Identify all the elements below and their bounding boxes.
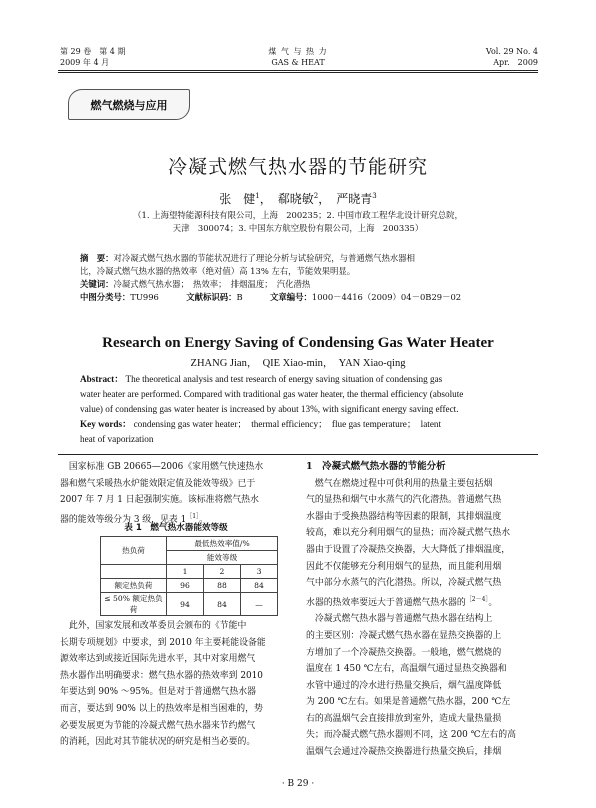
page-number: · B 29 ·: [281, 779, 315, 789]
header-volume: 第 29 卷 第 4 期: [60, 47, 126, 56]
table-header-group: 最低热效率值/%: [167, 537, 278, 551]
table-row: 额定热负荷 96 88 84: [101, 579, 278, 593]
classification-label: 中图分类号：: [80, 292, 131, 302]
affiliation-line: 天津 300074；3. 中国东方航空股份有限公司，上海 200335）: [172, 223, 424, 233]
abstract-cn: 摘 要：对冷凝式燃气热水器的节能状况进行了理论分析与试验研究，与普通燃气热水器相 比，冷凝式燃气热水器的热效率（绝对值）高 13% 左右，节能效果明显。 关键词：冷凝式燃气热水器； 热效率； 排烟温度； 汽化潜热 中图分类号：TU996 文献标识码：B 文章编号：1000－4416（2009）04－0B29－02: [80, 253, 462, 302]
keywords: 冷凝式燃气热水器； 热效率； 排烟温度； 汽化潜热: [113, 279, 311, 289]
affiliation-line: （1. 上海望特能源科技有限公司，上海 200235；2. 中国市政工程华北设计研究总院，: [133, 210, 463, 220]
author-list: 张 健$^1$， 郗晓敏$^2$， 严晓青$^3$: [219, 192, 377, 206]
table-level: 1: [167, 565, 204, 579]
article-number-value: 1000－4416（2009）04－0B29－02: [311, 292, 462, 302]
table-level: 3: [240, 565, 277, 579]
column-banner: [68, 89, 190, 120]
keywords-label: 关键词：: [80, 279, 114, 289]
efficiency-table: [100, 536, 278, 616]
citation-ref: ［1］: [186, 512, 200, 520]
author-1: 张 健: [219, 192, 256, 206]
article-title-en: Research on Energy Saving of Condensing Gas Water Heater: [102, 335, 494, 351]
journal-name-cn: 煤 气 与 热 力: [268, 47, 328, 56]
header-date: 2009 年 4 月: [60, 58, 110, 67]
citation-ref: ［2－4］: [465, 595, 489, 603]
table-row: ≤ 50% 额定热负荷 94 84 —: [101, 593, 278, 616]
section-heading: 1 冷凝式燃气热水器的节能分析: [306, 461, 446, 472]
abstract-en: Abstract： The theoretical analysis and test research of energy saving situation of condensing gas water heater are performed. Compared with traditional gas water heater, the thermal efficiency (absolute value) of condensing gas water heater is increased by about 13%, with significant energy saving effect. Key words： condensing gas water heater； thermal efficiency； flue gas temperature； latent heat of vaporization: [80, 374, 464, 444]
header-rule: [58, 70, 538, 71]
author-2: 郗晓敏: [277, 192, 314, 206]
abstract-en-label: Abstract：: [80, 374, 124, 384]
table-header-sub: 能效等级: [167, 551, 278, 565]
article-title: 冷凝式燃气热水器的节能研究: [167, 156, 428, 178]
header-volume-en: Vol. 29 No. 4: [485, 47, 538, 56]
body-right: 1 冷凝式燃气热水器的节能分析 燃气在燃烧过程中可供利用的热量主要包括烟 气的显热和烟气中水蒸气的汽化潜热。普通燃气热 水器由于受换热器结构等因素的限制，其排烟温度 较高，难以充分利用烟气的显热；而冷凝式燃气热水 器由于设置了冷凝热交换器，大大降低了排烟温度， 因此不仅能够充分利用烟气的显热，而且能利用烟 气中部分水蒸气的汽化潜热。所以，冷凝式燃气热 水器的热效率要远大于普通燃气热水器的$^{[2-4]}$。 冷凝式燃气热水器与普通燃气热水器在结构上 的主要区别：冷凝式燃气热水器在显热交换器的上 方增加了一个冷凝热交换器。一般地，燃气燃烧的 温度在 1 450 ℃左右，高温烟气通过显热交换器和 水管中通过的冷水进行热量交换后，烟气温度降低 为 200 ℃左右。如果是普通燃气热水器，200 ℃左 右的高温烟气会直接排放到室外，造成大量热量损 失；而冷凝式燃气热水器则不同，这 200 ℃左右的高 温烟气会通过冷凝热交换器进行热量交换后，排烟: [306, 459, 538, 761]
header-rule-thin: [58, 72, 538, 73]
body-left-p1: 国家标准 GB 20665—2006《家用燃气快速热水 器和燃气采暖热水炉能效限定值及能效等级》已于 2007 年 7 月 1 日起强制实施。该标准将燃气热水 器的能效等级分为 3 级，见表 $1^{[1]}$。: [60, 462, 264, 525]
header-right: [486, 46, 538, 68]
author-list-en: ZHANG Jian， QIE Xiao-min， YAN Xiao-qing: [190, 358, 406, 369]
classification-value: TU996: [130, 292, 159, 302]
doc-code-label: 文献标识码：: [186, 292, 237, 302]
table-caption: 表 1 燃气热水器能效等级: [124, 523, 228, 533]
doc-code-value: B: [236, 292, 243, 302]
table-level: 2: [203, 565, 240, 579]
header-date-en: Apr. 2009: [493, 58, 538, 67]
journal-name-en: GAS & HEAT: [271, 58, 325, 67]
affiliations: [60, 209, 536, 235]
table-header-load: 热负荷: [101, 537, 167, 565]
column-banner-label: 燃气燃烧与应用: [90, 99, 168, 112]
abstract-divider: [58, 454, 538, 455]
article-number-label: 文章编号：: [269, 292, 312, 302]
body-left-p2: 此外，国家发展和改革委员会颁布的《节能中 长期专项规划》中要求，到 2010 年主要耗能设备能 源效率达到或接近国际先进水平，其中对家用燃气 热水器作出明确要求：燃气热水器的热效率到 2010 年要达到 90% ～95%。但是对于普通燃气热水器 而言，要达到 90% 以上的热效率是相当困难的，势 必要发展更为节能的冷凝式燃气热水器来节约燃气 的消耗，因此对其节能状况的研究是相当必要的。: [60, 621, 266, 748]
abstract-label: 摘 要：: [80, 253, 114, 263]
author-3: 严晓青: [336, 192, 373, 206]
keywords-en-label: Key words：: [80, 419, 132, 429]
